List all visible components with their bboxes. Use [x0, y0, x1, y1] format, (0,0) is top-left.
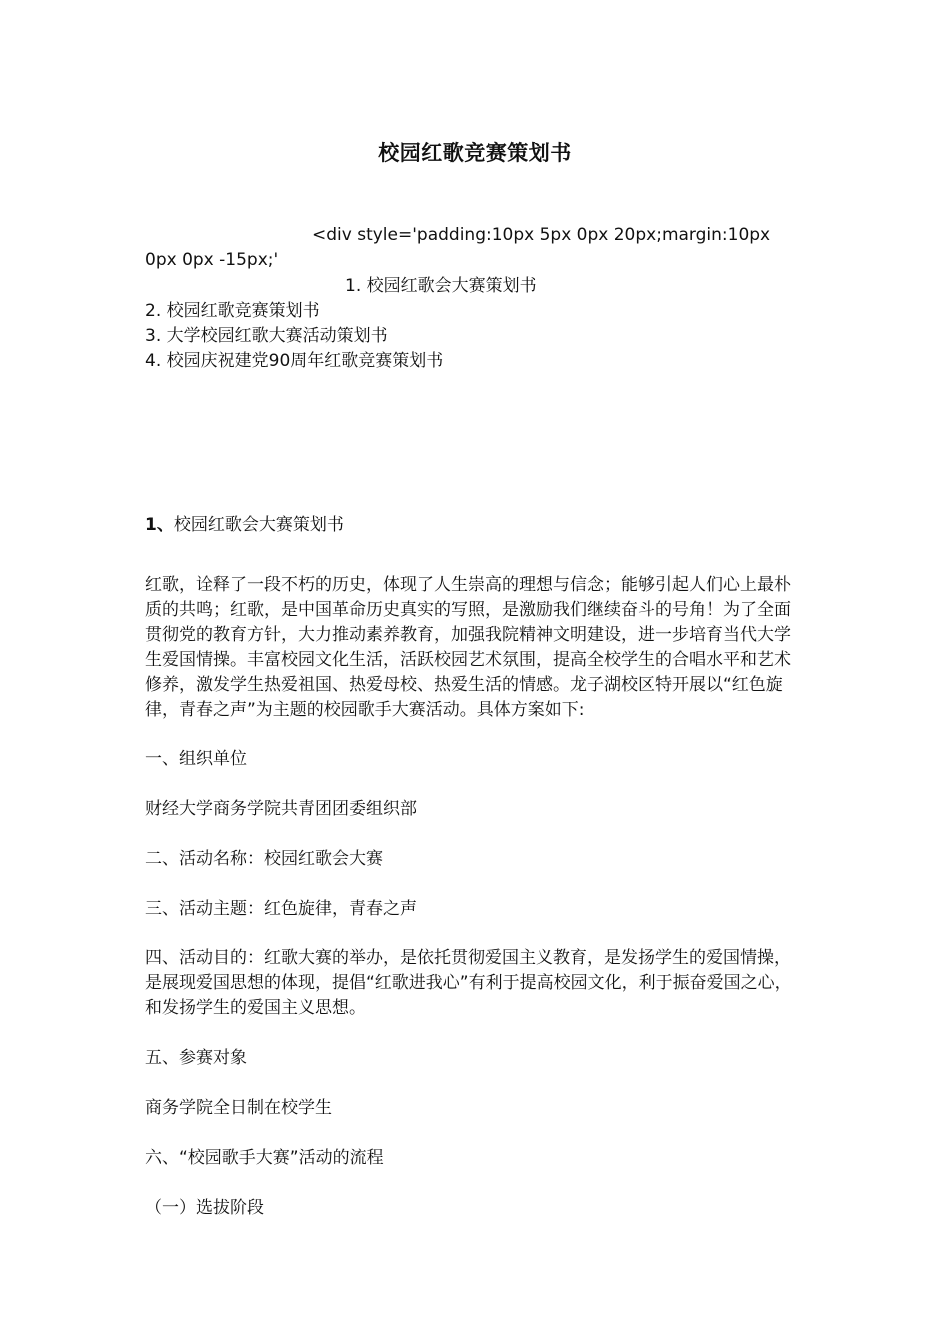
toc-item-1: 1. 校园红歌会大赛策划书	[345, 276, 537, 296]
participants-text: 商务学院全日制在校学生	[145, 1098, 332, 1118]
heading-process: 六、“校园歌手大赛”活动的流程	[145, 1148, 384, 1168]
activity-theme: 三、活动主题：红色旋律，青春之声	[145, 899, 417, 919]
document-title: 校园红歌竞赛策划书	[378, 141, 572, 165]
raw-html-text-line-1: <div style='padding:10px 5px 0px 20px;margin:10px	[312, 225, 771, 245]
section-heading-text: 校园红歌会大赛策划书	[173, 515, 344, 535]
activity-purpose: 四、活动目的：红歌大赛的举办，是依托贯彻爱国主义教育，是发扬学生的爱国情操，是展现爱国思想的体现，提倡“红歌进我心”有利于提高校园文化，利于振奋爱国之心，和发扬学生的爱国主义思想。	[145, 948, 792, 1018]
section-heading	[145, 513, 344, 538]
raw-html-text-line-2: 0px 0px -15px;'	[145, 250, 279, 270]
activity-name: 二、活动名称：校园红歌会大赛	[145, 849, 383, 869]
subheading-selection-stage: （一）选拔阶段	[145, 1198, 264, 1218]
toc-item-4: 4. 校园庆祝建党90周年红歌竞赛策划书	[145, 351, 444, 371]
heading-participants: 五、参赛对象	[145, 1048, 247, 1068]
toc-item-2: 2. 校园红歌竞赛策划书	[145, 301, 320, 321]
intro-paragraph: 红歌，诠释了一段不朽的历史，体现了人生崇高的理想与信念；能够引起人们心上最朴质的共鸣；红歌，是中国革命历史真实的写照，是激励我们继续奋斗的号角！为了全面贯彻党的教育方针，大力推动素养教育，加强我院精神文明建设，进一步培育当代大学生爱国情操。丰富校园文化生活，活跃校园艺术氛围，提高全校学生的合唱水平和艺术修养，激发学生热爱祖国、热爱母校、热爱生活的情感。龙子湖校区特开展以“红色旋律，青春之声”为主题的校园歌手大赛活动。具体方案如下:	[145, 575, 791, 720]
section-number: 1、	[145, 515, 174, 535]
heading-organizer: 一、组织单位	[145, 749, 247, 769]
organizer-text: 财经大学商务学院共青团团委组织部	[145, 799, 417, 819]
toc-item-3: 3. 大学校园红歌大赛活动策划书	[145, 326, 388, 346]
